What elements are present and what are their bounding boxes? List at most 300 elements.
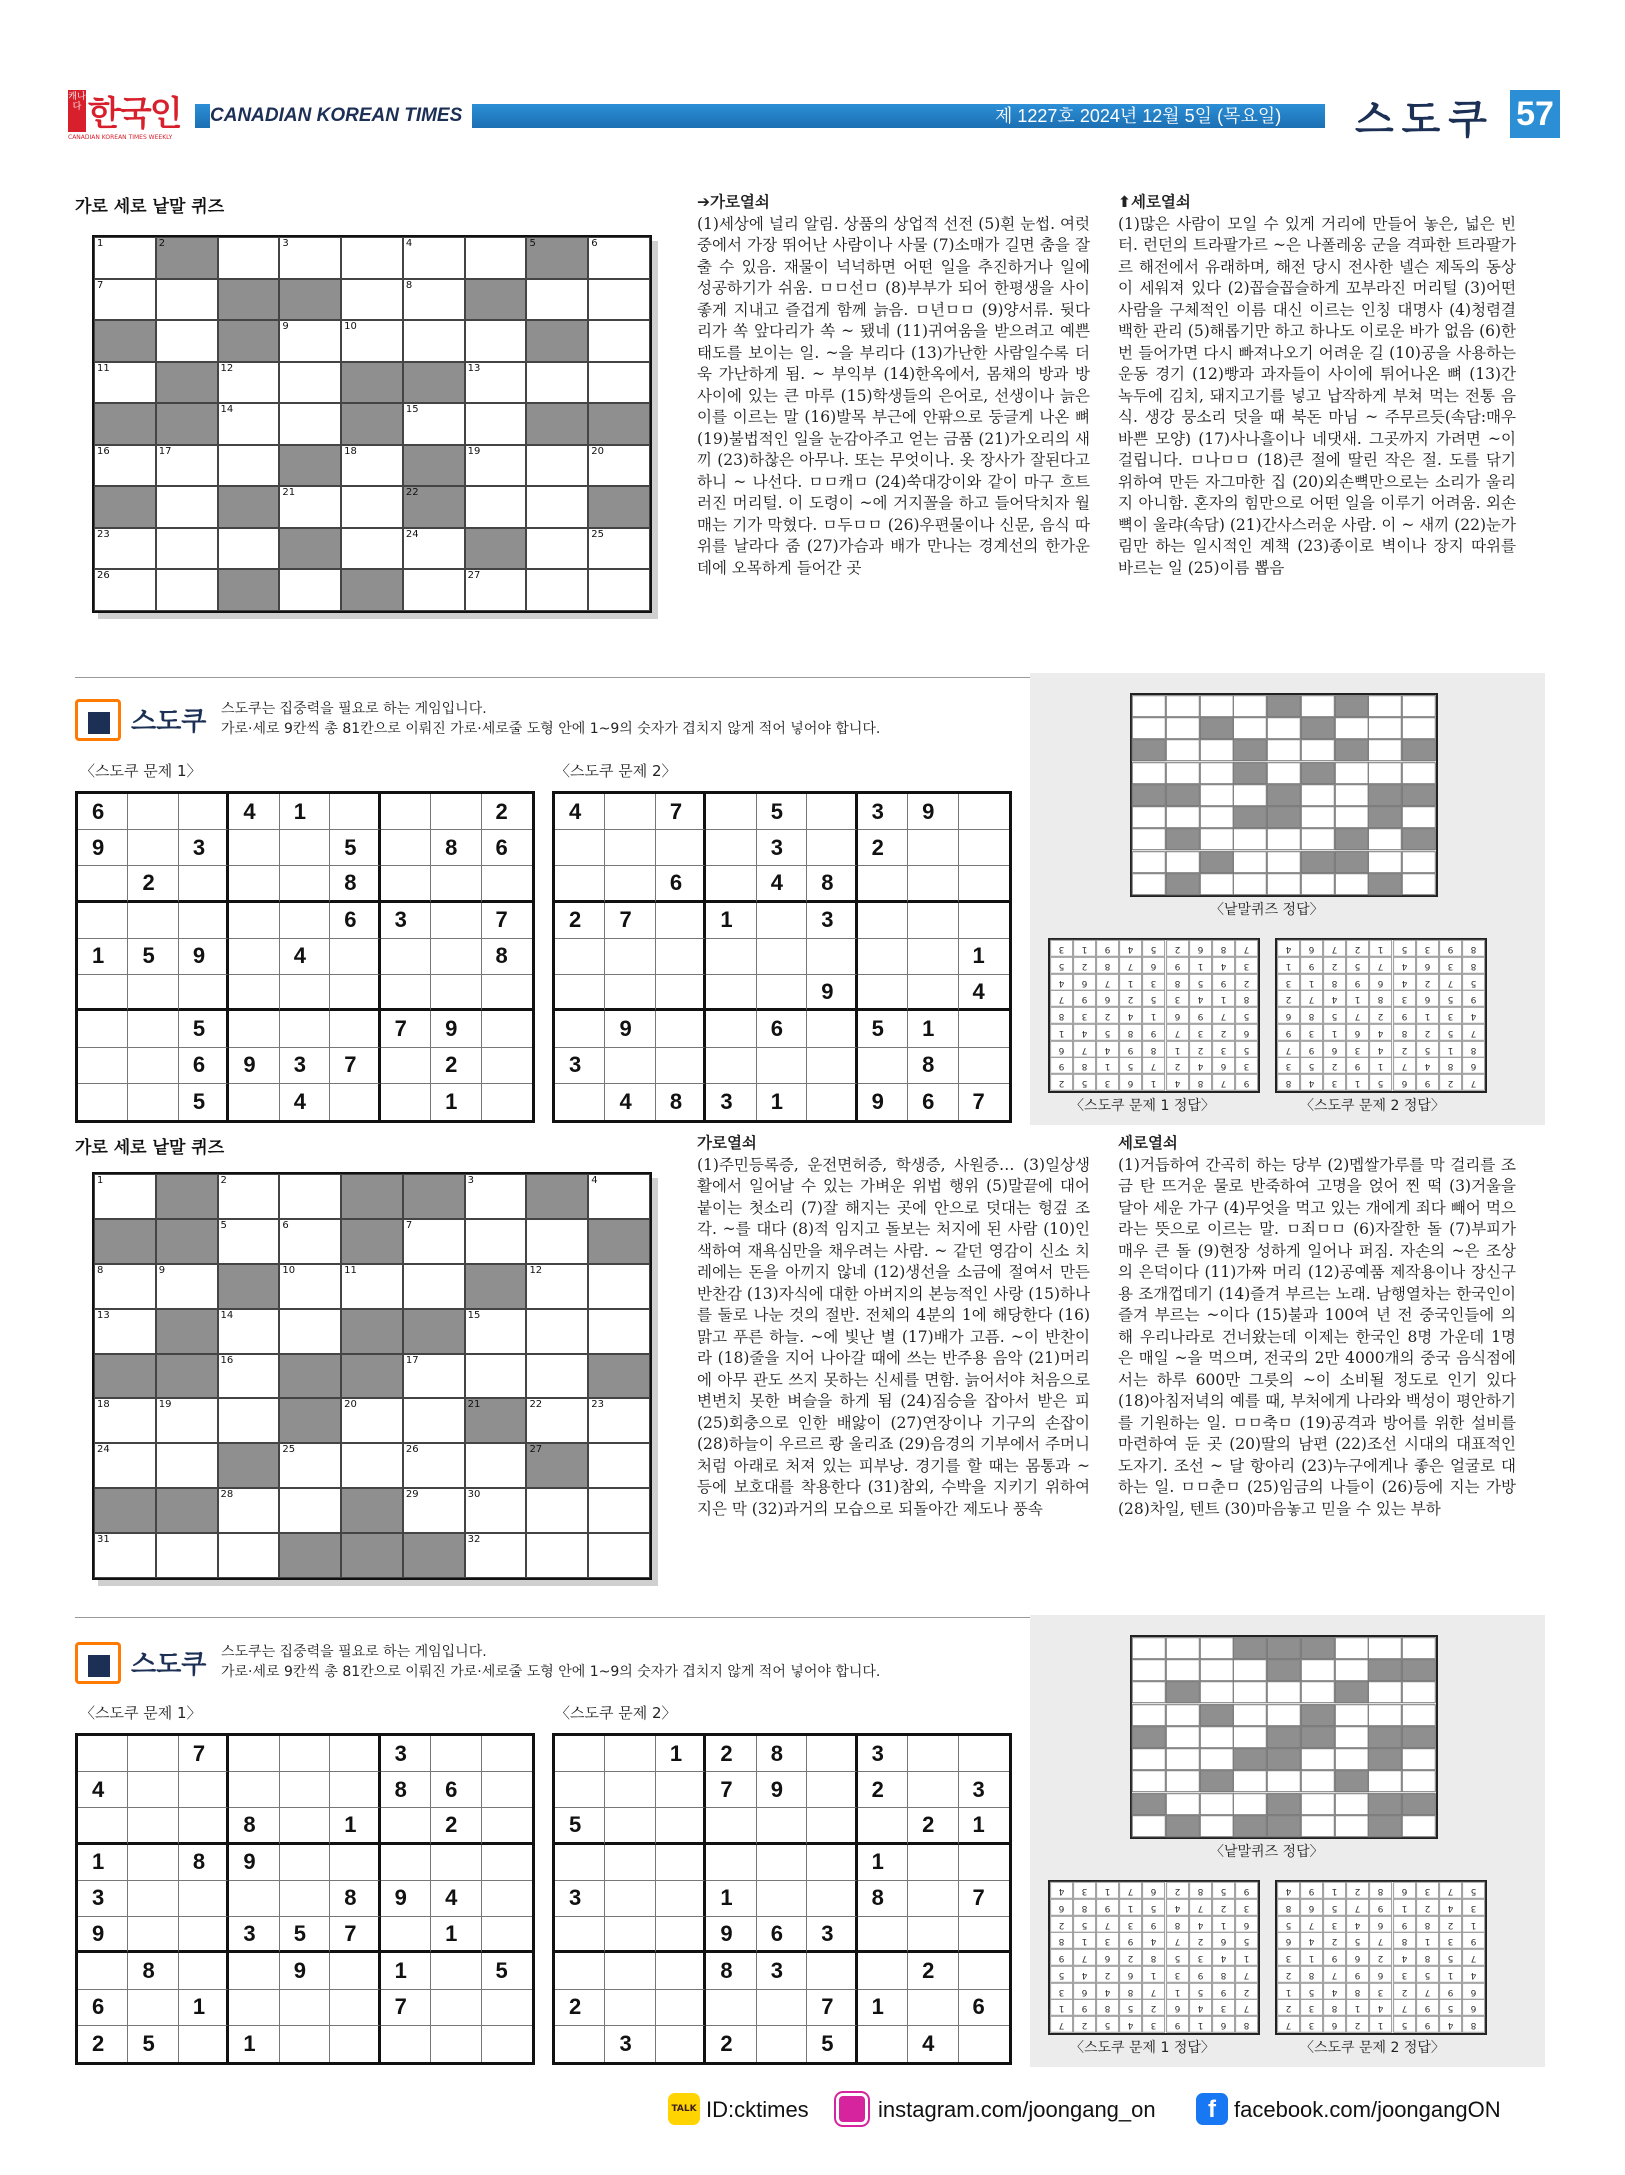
crossword-cell[interactable] (218, 1398, 280, 1443)
sudoku-cell[interactable] (959, 830, 1009, 866)
sudoku-cell[interactable] (128, 1845, 178, 1881)
crossword-cell[interactable] (465, 486, 527, 528)
sudoku-cell[interactable]: 3 (807, 903, 857, 939)
crossword-cell[interactable] (341, 1488, 403, 1533)
sudoku-cell[interactable]: 6 (78, 794, 128, 830)
sudoku-cell[interactable]: 8 (807, 866, 857, 902)
crossword-cell[interactable] (465, 362, 527, 404)
sudoku-cell[interactable] (908, 1736, 958, 1772)
sudoku-cell[interactable]: 4 (280, 939, 330, 975)
sudoku-cell[interactable] (656, 1881, 706, 1917)
sudoku-cell[interactable]: 2 (482, 794, 532, 830)
sudoku-cell[interactable] (807, 1736, 857, 1772)
crossword-cell[interactable] (279, 1309, 341, 1354)
sudoku-cell[interactable] (555, 1953, 605, 1989)
sudoku-cell[interactable]: 6 (179, 1048, 229, 1084)
sudoku-cell[interactable]: 1 (706, 903, 756, 939)
sudoku-cell[interactable]: 1 (959, 939, 1009, 975)
crossword-cell[interactable] (588, 1309, 650, 1354)
crossword-cell[interactable] (156, 1443, 218, 1488)
crossword-cell[interactable] (403, 1443, 465, 1488)
sudoku-cell[interactable]: 2 (908, 1953, 958, 1989)
sudoku-cell[interactable] (807, 1048, 857, 1084)
sudoku-cell[interactable] (179, 1772, 229, 1808)
sudoku-cell[interactable]: 7 (605, 903, 655, 939)
sudoku-cell[interactable] (128, 1084, 178, 1120)
sudoku-cell[interactable] (706, 1990, 756, 2026)
crossword-cell[interactable] (279, 403, 341, 445)
sudoku-cell[interactable] (330, 1845, 380, 1881)
sudoku-cell[interactable] (229, 939, 279, 975)
sudoku-cell[interactable] (605, 1917, 655, 1953)
crossword-cell[interactable] (94, 403, 156, 445)
crossword-cell[interactable] (403, 403, 465, 445)
sudoku-cell[interactable] (807, 830, 857, 866)
crossword-cell[interactable] (588, 1488, 650, 1533)
sudoku-cell[interactable]: 5 (555, 1808, 605, 1844)
sudoku-cell[interactable] (605, 1881, 655, 1917)
crossword-cell[interactable] (156, 362, 218, 404)
crossword-cell[interactable] (156, 486, 218, 528)
sudoku-cell[interactable] (128, 903, 178, 939)
sudoku-cell[interactable] (179, 903, 229, 939)
sudoku-cell[interactable] (555, 1772, 605, 1808)
crossword-cell[interactable] (94, 486, 156, 528)
crossword-cell[interactable] (218, 279, 280, 321)
crossword-cell[interactable] (465, 237, 527, 279)
crossword-cell[interactable] (279, 279, 341, 321)
sudoku-cell[interactable] (381, 830, 431, 866)
sudoku-cell[interactable] (656, 975, 706, 1011)
sudoku-cell[interactable] (555, 866, 605, 902)
crossword-cell[interactable] (403, 320, 465, 362)
sudoku-cell[interactable] (280, 1808, 330, 1844)
sudoku-cell[interactable] (482, 866, 532, 902)
crossword-cell[interactable] (526, 528, 588, 570)
crossword-cell[interactable] (218, 362, 280, 404)
crossword-cell[interactable] (279, 320, 341, 362)
sudoku-cell[interactable] (431, 1953, 481, 1989)
sudoku-cell[interactable] (330, 1736, 380, 1772)
crossword-cell[interactable] (526, 569, 588, 611)
sudoku-cell[interactable] (482, 1084, 532, 1120)
crossword-cell[interactable] (341, 445, 403, 487)
sudoku-cell[interactable] (656, 2026, 706, 2062)
sudoku-cell[interactable]: 2 (908, 1808, 958, 1844)
sudoku-cell[interactable] (656, 1772, 706, 1808)
sudoku-cell[interactable]: 9 (179, 939, 229, 975)
crossword-cell[interactable] (526, 1354, 588, 1399)
sudoku-cell[interactable]: 8 (381, 1772, 431, 1808)
sudoku-cell[interactable]: 1 (431, 1084, 481, 1120)
sudoku-cell[interactable] (807, 1953, 857, 1989)
sudoku-cell[interactable]: 9 (807, 975, 857, 1011)
sudoku-cell[interactable]: 9 (229, 1845, 279, 1881)
sudoku-cell[interactable]: 4 (431, 1881, 481, 1917)
sudoku-cell[interactable] (807, 1881, 857, 1917)
crossword-cell[interactable] (341, 1309, 403, 1354)
sudoku-cell[interactable] (706, 866, 756, 902)
crossword-cell[interactable] (341, 486, 403, 528)
crossword-cell[interactable] (218, 1219, 280, 1264)
sudoku-cell[interactable] (959, 794, 1009, 830)
sudoku-cell[interactable]: 6 (757, 1011, 807, 1047)
crossword-cell[interactable] (94, 320, 156, 362)
crossword-cell[interactable] (403, 1488, 465, 1533)
sudoku-cell[interactable]: 8 (656, 1084, 706, 1120)
crossword-cell[interactable] (588, 1219, 650, 1264)
crossword-cell[interactable] (526, 1533, 588, 1578)
sudoku-cell[interactable]: 7 (381, 1990, 431, 2026)
sudoku-cell[interactable]: 7 (179, 1736, 229, 1772)
sudoku-cell[interactable]: 4 (555, 794, 605, 830)
sudoku-cell[interactable] (78, 1736, 128, 1772)
sudoku-cell[interactable] (381, 975, 431, 1011)
sudoku-cell[interactable] (959, 2026, 1009, 2062)
sudoku-cell[interactable] (128, 1881, 178, 1917)
sudoku-cell[interactable] (179, 1808, 229, 1844)
sudoku-cell[interactable]: 9 (381, 1881, 431, 1917)
sudoku-cell[interactable]: 2 (78, 2026, 128, 2062)
sudoku-cell[interactable]: 7 (482, 903, 532, 939)
sudoku-cell[interactable]: 1 (959, 1808, 1009, 1844)
crossword-cell[interactable] (156, 1354, 218, 1399)
sudoku-cell[interactable] (179, 1881, 229, 1917)
sudoku-cell[interactable]: 3 (858, 1736, 908, 1772)
sudoku-cell[interactable] (381, 1808, 431, 1844)
sudoku-cell[interactable] (807, 1845, 857, 1881)
crossword-cell[interactable] (218, 320, 280, 362)
crossword-cell[interactable] (588, 403, 650, 445)
sudoku-cell[interactable]: 3 (555, 1048, 605, 1084)
sudoku-cell[interactable] (482, 1917, 532, 1953)
crossword-cell[interactable] (588, 320, 650, 362)
crossword-cell[interactable] (526, 362, 588, 404)
sudoku-cell[interactable]: 5 (128, 939, 178, 975)
crossword-cell[interactable] (156, 403, 218, 445)
sudoku-cell[interactable] (381, 939, 431, 975)
crossword-cell[interactable] (94, 1219, 156, 1264)
sudoku-cell[interactable]: 1 (706, 1881, 756, 1917)
crossword-cell[interactable] (465, 1174, 527, 1219)
crossword-cell[interactable] (279, 1443, 341, 1488)
crossword-cell[interactable] (218, 403, 280, 445)
crossword-cell[interactable] (218, 1264, 280, 1309)
sudoku-cell[interactable] (431, 1736, 481, 1772)
crossword-cell[interactable] (588, 569, 650, 611)
sudoku-cell[interactable] (482, 1808, 532, 1844)
crossword-cell[interactable] (403, 486, 465, 528)
sudoku-cell[interactable] (229, 975, 279, 1011)
crossword-cell[interactable] (279, 1488, 341, 1533)
sudoku-cell[interactable] (381, 1048, 431, 1084)
sudoku-cell[interactable]: 6 (431, 1772, 481, 1808)
crossword-cell[interactable] (341, 362, 403, 404)
crossword-cell[interactable] (218, 486, 280, 528)
sudoku-cell[interactable] (128, 1917, 178, 1953)
crossword-cell[interactable] (465, 1443, 527, 1488)
sudoku-cell[interactable] (908, 1990, 958, 2026)
sudoku-cell[interactable] (431, 903, 481, 939)
sudoku-cell[interactable]: 5 (179, 1084, 229, 1120)
crossword-cell[interactable] (94, 528, 156, 570)
sudoku-cell[interactable]: 6 (656, 866, 706, 902)
sudoku-cell[interactable]: 3 (78, 1881, 128, 1917)
sudoku-cell[interactable]: 9 (78, 1917, 128, 1953)
sudoku-cell[interactable]: 3 (757, 830, 807, 866)
sudoku-cell[interactable]: 8 (330, 1881, 380, 1917)
crossword-cell[interactable] (465, 445, 527, 487)
crossword-cell[interactable] (526, 1219, 588, 1264)
sudoku-cell[interactable] (858, 903, 908, 939)
sudoku-cell[interactable]: 2 (706, 2026, 756, 2062)
sudoku-cell[interactable]: 2 (431, 1808, 481, 1844)
sudoku-cell[interactable] (605, 939, 655, 975)
sudoku-cell[interactable] (605, 1845, 655, 1881)
sudoku-cell[interactable] (757, 2026, 807, 2062)
sudoku-cell[interactable] (807, 1772, 857, 1808)
sudoku-cell[interactable] (555, 1845, 605, 1881)
crossword-cell[interactable] (279, 1398, 341, 1443)
sudoku-cell[interactable] (330, 975, 380, 1011)
sudoku-cell[interactable] (555, 830, 605, 866)
sudoku-cell[interactable]: 5 (858, 1011, 908, 1047)
sudoku-cell[interactable] (757, 939, 807, 975)
sudoku-cell[interactable] (908, 1772, 958, 1808)
sudoku-cell[interactable] (757, 1845, 807, 1881)
sudoku-cell[interactable] (858, 975, 908, 1011)
sudoku-cell[interactable] (229, 1772, 279, 1808)
sudoku-cell[interactable] (959, 1048, 1009, 1084)
sudoku-cell[interactable] (908, 830, 958, 866)
crossword-cell[interactable] (156, 320, 218, 362)
crossword-cell[interactable] (218, 237, 280, 279)
sudoku-cell[interactable] (330, 1084, 380, 1120)
sudoku-cell[interactable]: 5 (128, 2026, 178, 2062)
sudoku-cell[interactable] (959, 1736, 1009, 1772)
crossword-cell[interactable] (341, 1174, 403, 1219)
crossword-cell[interactable] (465, 1309, 527, 1354)
sudoku-cell[interactable] (656, 1953, 706, 1989)
crossword-cell[interactable] (341, 1219, 403, 1264)
sudoku-cell[interactable] (858, 1917, 908, 1953)
sudoku-cell[interactable] (330, 794, 380, 830)
sudoku-cell[interactable] (706, 1808, 756, 1844)
sudoku-cell[interactable] (179, 866, 229, 902)
crossword-cell[interactable] (279, 528, 341, 570)
crossword-cell[interactable] (588, 1533, 650, 1578)
crossword-cell[interactable] (588, 1264, 650, 1309)
sudoku-cell[interactable] (431, 2026, 481, 2062)
sudoku-cell[interactable] (179, 794, 229, 830)
crossword-cell[interactable] (403, 1264, 465, 1309)
sudoku-cell[interactable] (757, 903, 807, 939)
sudoku-cell[interactable]: 3 (959, 1772, 1009, 1808)
sudoku-cell[interactable] (78, 975, 128, 1011)
crossword-cell[interactable] (465, 403, 527, 445)
sudoku-cell[interactable] (757, 975, 807, 1011)
sudoku-cell[interactable] (280, 866, 330, 902)
sudoku-cell[interactable]: 9 (78, 830, 128, 866)
facebook-link[interactable]: facebook.com/joongangON (1234, 2097, 1501, 2122)
sudoku-cell[interactable] (280, 2026, 330, 2062)
sudoku-cell[interactable]: 3 (858, 794, 908, 830)
sudoku-cell[interactable]: 3 (280, 1048, 330, 1084)
crossword-cell[interactable] (588, 445, 650, 487)
crossword-cell[interactable] (94, 1443, 156, 1488)
crossword-cell[interactable] (341, 320, 403, 362)
crossword-cell[interactable] (218, 569, 280, 611)
sudoku-cell[interactable] (330, 1953, 380, 1989)
crossword-cell[interactable] (218, 1309, 280, 1354)
crossword-cell[interactable] (341, 1264, 403, 1309)
sudoku-cell[interactable]: 1 (656, 1736, 706, 1772)
sudoku-cell[interactable]: 7 (807, 1990, 857, 2026)
sudoku-cell[interactable] (706, 1845, 756, 1881)
sudoku-cell[interactable]: 1 (858, 1990, 908, 2026)
crossword-cell[interactable] (526, 1398, 588, 1443)
sudoku-cell[interactable] (128, 1011, 178, 1047)
crossword-cell[interactable] (156, 1264, 218, 1309)
sudoku-cell[interactable] (381, 866, 431, 902)
sudoku-cell[interactable]: 6 (908, 1084, 958, 1120)
sudoku-cell[interactable] (656, 1048, 706, 1084)
crossword-cell[interactable] (341, 569, 403, 611)
sudoku-cell[interactable] (706, 794, 756, 830)
crossword-cell[interactable] (465, 1354, 527, 1399)
sudoku-cell[interactable] (280, 1736, 330, 1772)
sudoku-cell[interactable]: 7 (656, 794, 706, 830)
crossword-cell[interactable] (156, 1219, 218, 1264)
sudoku-cell[interactable] (858, 2026, 908, 2062)
sudoku-cell[interactable]: 2 (555, 1990, 605, 2026)
sudoku-cell[interactable]: 8 (179, 1845, 229, 1881)
crossword-cell[interactable] (94, 1354, 156, 1399)
sudoku-cell[interactable]: 3 (757, 1953, 807, 1989)
sudoku-cell[interactable]: 4 (229, 794, 279, 830)
crossword-cell[interactable] (526, 1309, 588, 1354)
sudoku-cell[interactable] (605, 1048, 655, 1084)
sudoku-cell[interactable]: 9 (858, 1084, 908, 1120)
sudoku-cell[interactable] (78, 1011, 128, 1047)
crossword-cell[interactable] (94, 237, 156, 279)
crossword-cell[interactable] (156, 1533, 218, 1578)
sudoku-cell[interactable]: 2 (858, 1772, 908, 1808)
sudoku-cell[interactable] (280, 1011, 330, 1047)
sudoku-cell[interactable] (959, 1953, 1009, 1989)
crossword-cell[interactable] (156, 569, 218, 611)
crossword-cell[interactable] (94, 1398, 156, 1443)
sudoku-cell[interactable] (858, 1953, 908, 1989)
sudoku-cell[interactable] (605, 1953, 655, 1989)
crossword-cell[interactable] (526, 279, 588, 321)
sudoku-cell[interactable]: 1 (381, 1953, 431, 1989)
sudoku-cell[interactable] (431, 975, 481, 1011)
sudoku-cell[interactable]: 1 (757, 1084, 807, 1120)
sudoku-cell[interactable] (807, 794, 857, 830)
crossword-cell[interactable] (94, 1264, 156, 1309)
sudoku-cell[interactable] (431, 939, 481, 975)
crossword-cell[interactable] (403, 1398, 465, 1443)
sudoku-cell[interactable] (706, 1048, 756, 1084)
crossword-cell[interactable] (279, 569, 341, 611)
sudoku-cell[interactable]: 2 (858, 830, 908, 866)
crossword-cell[interactable] (279, 237, 341, 279)
crossword-cell[interactable] (218, 1443, 280, 1488)
crossword-cell[interactable] (526, 1443, 588, 1488)
sudoku-cell[interactable] (229, 1881, 279, 1917)
sudoku-cell[interactable] (555, 1736, 605, 1772)
crossword-cell[interactable] (279, 1533, 341, 1578)
sudoku-cell[interactable] (807, 1011, 857, 1047)
sudoku-cell[interactable] (555, 975, 605, 1011)
sudoku-cell[interactable] (555, 1084, 605, 1120)
crossword-cell[interactable] (588, 528, 650, 570)
sudoku-cell[interactable]: 5 (482, 1953, 532, 1989)
sudoku-cell[interactable] (431, 866, 481, 902)
sudoku-cell[interactable]: 6 (959, 1990, 1009, 2026)
crossword-cell[interactable] (403, 528, 465, 570)
crossword-cell[interactable] (94, 1533, 156, 1578)
crossword-cell[interactable] (156, 279, 218, 321)
sudoku-cell[interactable] (757, 1808, 807, 1844)
sudoku-cell[interactable] (757, 1990, 807, 2026)
crossword-cell[interactable] (218, 1533, 280, 1578)
crossword-cell[interactable] (341, 1533, 403, 1578)
crossword-cell[interactable] (156, 1174, 218, 1219)
crossword-cell[interactable] (403, 1309, 465, 1354)
sudoku-cell[interactable] (605, 830, 655, 866)
sudoku-cell[interactable] (128, 1990, 178, 2026)
sudoku-cell[interactable]: 3 (605, 2026, 655, 2062)
crossword-cell[interactable] (279, 445, 341, 487)
sudoku-cell[interactable] (807, 1808, 857, 1844)
crossword-cell[interactable] (588, 486, 650, 528)
sudoku-cell[interactable]: 2 (555, 903, 605, 939)
sudoku-cell[interactable] (959, 903, 1009, 939)
sudoku-cell[interactable] (959, 1917, 1009, 1953)
sudoku-cell[interactable]: 4 (280, 1084, 330, 1120)
sudoku-cell[interactable] (656, 1990, 706, 2026)
sudoku-cell[interactable] (381, 1845, 431, 1881)
crossword-cell[interactable] (403, 569, 465, 611)
crossword-cell[interactable] (403, 1533, 465, 1578)
sudoku-cell[interactable] (280, 830, 330, 866)
sudoku-cell[interactable] (605, 866, 655, 902)
sudoku-cell[interactable] (381, 794, 431, 830)
sudoku-cell[interactable]: 9 (706, 1917, 756, 1953)
sudoku-cell[interactable]: 1 (431, 1917, 481, 1953)
sudoku-cell[interactable] (959, 1845, 1009, 1881)
sudoku-cell[interactable] (128, 1808, 178, 1844)
sudoku-cell[interactable]: 4 (757, 866, 807, 902)
sudoku-cell[interactable] (229, 866, 279, 902)
sudoku-cell[interactable]: 9 (229, 1048, 279, 1084)
crossword-cell[interactable] (403, 279, 465, 321)
sudoku-cell[interactable] (555, 939, 605, 975)
crossword-cell[interactable] (279, 1219, 341, 1264)
sudoku-cell[interactable]: 2 (128, 866, 178, 902)
sudoku-cell[interactable] (78, 1048, 128, 1084)
sudoku-cell[interactable] (605, 1772, 655, 1808)
crossword-cell[interactable] (94, 362, 156, 404)
sudoku-cell[interactable]: 3 (179, 830, 229, 866)
sudoku-cell[interactable] (656, 1917, 706, 1953)
sudoku-cell[interactable]: 8 (908, 1048, 958, 1084)
sudoku-cell[interactable] (858, 1048, 908, 1084)
sudoku-cell[interactable] (908, 1917, 958, 1953)
sudoku-cell[interactable]: 6 (482, 830, 532, 866)
